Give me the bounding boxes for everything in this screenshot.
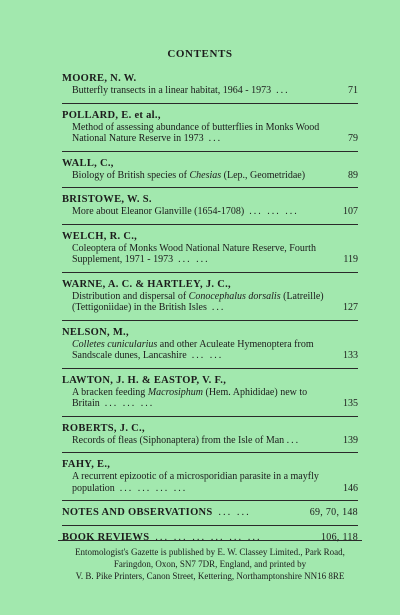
entry-author: LAWTON, J. H. & EASTOP, V. F., — [62, 374, 227, 386]
entry-author: WELCH, R. C., — [62, 230, 138, 242]
entry-author: POLLARD, E. et al., — [62, 109, 161, 121]
entry-author: ROBERTS, J. C., — [62, 422, 145, 434]
section-pages: 106, 118 — [320, 532, 358, 543]
entry-title-post: (Lep., Geometridae) — [221, 169, 306, 181]
entry-title-post: (Hem. Aphididae) new to Britain — [72, 386, 308, 409]
entry-author: FAHY, E., — [62, 459, 111, 470]
page-title: CONTENTS — [167, 48, 233, 60]
entry-title-pre: Distribution and dispersal of — [72, 290, 189, 302]
toc-entry — [62, 187, 358, 218]
leader-dots: ... — [208, 133, 223, 144]
entry-page: 135 — [343, 398, 358, 409]
leader-dots: ... ... — [191, 350, 224, 361]
toc-entry — [62, 320, 358, 362]
leader-dots: ... — [211, 302, 226, 313]
entry-author: WARNE, A. C. & HARTLEY, J. C., — [62, 278, 231, 290]
leader-dots: ... ... ... — [104, 398, 155, 409]
toc-entry — [62, 452, 358, 494]
entry-page: 139 — [343, 434, 358, 446]
colophon-line: V. B. Pike Printers, Canon Street, Kettering, Northamptonshire NN16 8RE — [75, 571, 345, 581]
entry-title-pre: A bracken feeding — [72, 386, 148, 398]
entry-page: 79 — [348, 133, 358, 144]
toc-entry — [62, 368, 358, 410]
entry-page: 146 — [343, 482, 358, 494]
entry-page: 127 — [343, 302, 358, 313]
toc-entry — [62, 103, 358, 145]
entry-title: A recurrent epizootic of a microsporidian parasite in a mayfly population — [72, 471, 319, 494]
entry-author: MOORE, N. W. — [62, 73, 137, 84]
entry-title: More about Eleanor Glanville (1654-1708) — [72, 206, 245, 217]
section-label: BOOK REVIEWS — [62, 532, 150, 543]
entry-page: 133 — [343, 350, 358, 361]
entry-title-pre: Biology of British species of — [72, 169, 190, 181]
colophon-line: Faringdon, Oxon, SN7 7DR, England, and printed by — [113, 559, 307, 569]
leader-dots: ... ... — [218, 507, 251, 518]
entry-author: WALL, C., — [62, 157, 114, 169]
toc-entry — [62, 416, 358, 447]
toc-entry — [62, 72, 358, 97]
entry-title-italic: Colletes cunicularius — [72, 338, 158, 350]
entry-title-post: and other Aculeate Hymenoptera from Sandscale dunes, Lancashire — [72, 338, 314, 361]
entry-title: Records of fleas (Siphonaptera) from the Isle of Man — [72, 434, 285, 446]
colophon-line: Entomologist's Gazette is published by E. W. Classey Limited., Park Road, — [75, 547, 345, 557]
entry-page: 71 — [348, 85, 358, 96]
entry-title: Butterfly transects in a linear habitat, 1964 - 1973 — [72, 85, 272, 96]
entry-title-italic: Chesias — [189, 169, 222, 181]
publisher-colophon — [58, 540, 362, 582]
leader-dots: ... — [276, 85, 290, 96]
entry-title: Method of assessing abundance of butterflies in Monks Wood National Nature Reserve in 1973 — [72, 121, 320, 144]
entry-page: 89 — [348, 169, 358, 181]
toc-entry — [62, 272, 358, 314]
toc-entry — [62, 151, 358, 182]
entry-page: 119 — [343, 254, 358, 265]
entry-title-italic: Conocephalus dorsalis — [188, 290, 281, 302]
table-of-contents — [62, 72, 358, 550]
entry-page: 107 — [343, 206, 358, 217]
entry-title-post: (Latreille) (Tettigoniidae) in the British Isles — [72, 290, 324, 313]
entry-title: Coleoptera of Monks Wood National Nature Reserve, Fourth Supplement, 1971 - 1973 — [72, 242, 316, 265]
section-pages: 69, 70, 148 — [309, 507, 358, 518]
leader-dots: ... ... ... ... — [119, 482, 188, 494]
section-label: NOTES AND OBSERVATIONS — [62, 507, 213, 518]
toc-section — [62, 500, 358, 519]
leader-dots: ... — [286, 434, 301, 446]
entry-author: NELSON, M., — [62, 326, 129, 338]
leader-dots: ... ... — [178, 254, 210, 265]
leader-dots: ... ... ... ... ... ... — [155, 532, 262, 543]
toc-entry — [62, 224, 358, 266]
entry-title-italic: Macrosiphum — [147, 386, 203, 398]
entry-author: BRISTOWE, W. S. — [62, 194, 152, 205]
leader-dots: ... ... ... — [249, 206, 299, 217]
